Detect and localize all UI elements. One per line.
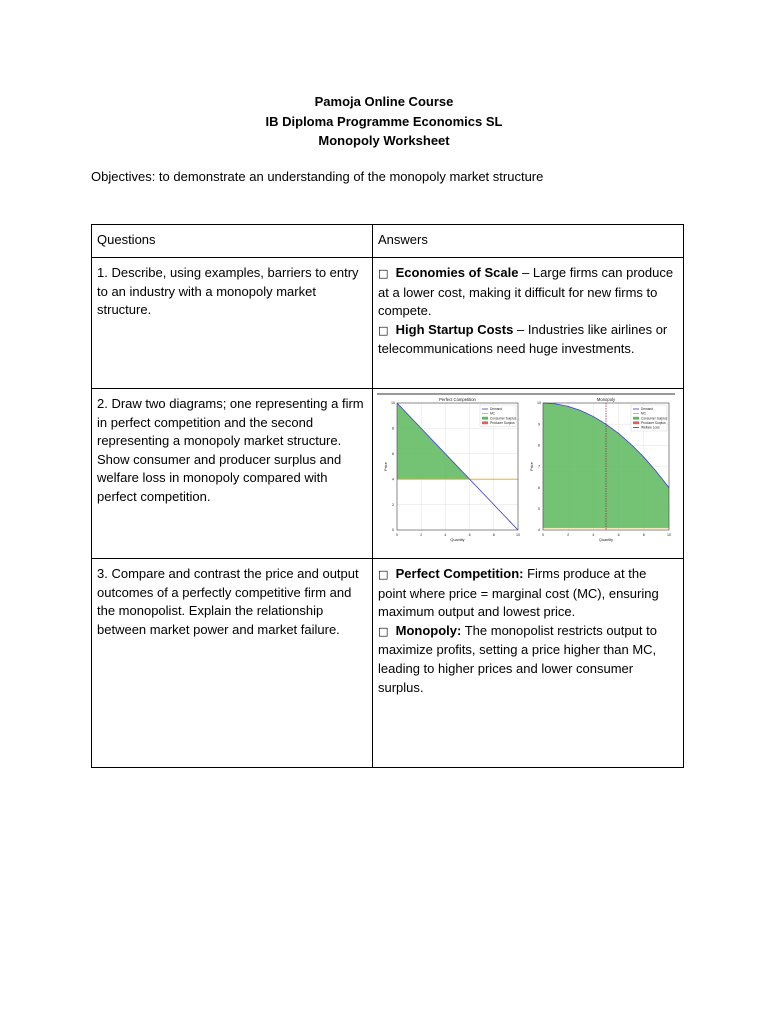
pc-legend-swatch [482,417,488,420]
answer-1-bullet-1-title: Economies of Scale [395,265,519,280]
questions-header: Questions [92,225,373,258]
checkbox-bullet-icon: □ [378,267,389,280]
table-header-row [92,225,684,258]
question-1: 1. Describe, using examples, barriers to entry to an industry with a monopoly market structure. [92,258,373,389]
mono-x-axis-label: Quantity [598,538,614,542]
mono-legend-entry: Demand [641,407,654,412]
answer-3-bullet-2-text: The monopolist restricts output to maximize profits, setting a price higher than MC, leading to higher prices and lower consumer surplus. [378,622,657,695]
mono-legend-entry: Consumer Surplus [641,416,668,421]
table-row [92,389,684,559]
pc-y-tick-label: 6 [392,452,394,456]
pc-x-tick-label: 2 [420,533,423,537]
table-row [92,258,684,389]
mono-x-tick-label: 4 [592,533,595,537]
checkbox-bullet-icon: □ [378,624,389,638]
mono-y-tick-label: 5 [538,507,540,512]
pc-x-tick-label: 8 [492,533,495,537]
pc-y-tick-label: 4 [392,477,394,482]
mono-x-tick-label: 10 [667,533,671,537]
mono-legend-entry: MC [641,411,646,416]
mono-legend-swatch [633,421,639,424]
pc-legend-entry: Producer Surplus [490,420,515,425]
table-row [92,559,684,768]
answer-3 [373,559,684,768]
objectives-text: Objectives: to demonstrate an understanding of the monopoly market structure [91,169,544,184]
document-title-block [0,92,768,151]
answer-1-bullet-2-title: High Startup Costs [395,321,514,337]
programme-name: IB Diploma Programme Economics SL [265,113,503,129]
pc-x-tick-label: 0 [396,533,398,537]
answer-3-bullet-1-text: Firms produce at the point where price = marginal cost (MC), ensuring maximum output and lowest price. [378,566,659,620]
checkbox-bullet-icon: □ [378,568,389,581]
pc-x-axis-label: Quantity [450,538,465,542]
pc-legend-entry: Demand [490,407,503,412]
answer-3-bullet-1-title: Perfect Competition: [395,566,524,581]
mono-legend-swatch [633,417,639,420]
answer-2-diagrams [373,389,684,559]
pc-x-tick-label: 6 [468,533,471,537]
pc-y-tick-label: 2 [392,502,394,507]
mono-y-tick-label: 6 [538,485,540,490]
pc-chart-title: Perfect Competition [439,397,476,402]
answer-1-bullet-2-text: – Industries like airlines or telecommunications need huge investments. [378,321,668,357]
pc-y-tick-label: 10 [391,401,395,406]
pc-x-tick-label: 10 [516,533,520,537]
mono-x-tick-label: 8 [642,533,645,537]
pc-y-tick-label: 0 [392,528,394,533]
answer-1-bullet-1-text: – Large firms can produce at a lower cost, making it difficult for new firms to compete. [378,265,674,319]
pc-legend-entry: Consumer Surplus [490,416,517,421]
pc-legend-swatch [482,421,488,424]
mono-x-tick-label: 2 [567,533,570,537]
mono-y-tick-label: 8 [538,443,540,448]
mono-y-tick-label: 7 [538,464,540,469]
pc-x-tick-label: 4 [444,533,447,537]
pc-y-axis-label: Price [384,462,388,471]
mono-chart-title: Monopoly [596,397,616,402]
mono-y-tick-label: 4 [538,528,540,533]
checkbox-bullet-icon: □ [378,323,389,337]
question-3: 3. Compare and contrast the price and output outcomes of a perfectly competitive firm and the monopolist. Explain the relationship between market power and market failure. [92,559,373,768]
answers-header: Answers [373,225,684,258]
mono-x-tick-label: 0 [542,533,544,537]
mono-y-tick-label: 9 [538,422,540,427]
pc-y-tick-label: 8 [392,426,394,431]
worksheet-title: Monopoly Worksheet [318,133,450,148]
course-name: Pamoja Online Course [314,94,454,109]
question-2: 2. Draw two diagrams; one representing a firm in perfect competition and the second representing a monopoly market structure. Show consumer and producer surplus and welfare loss in monopoly compared with perfect competition. [92,389,373,559]
worksheet-table [91,224,684,768]
mono-legend-entry: Welfare Loss [641,425,660,430]
mono-x-tick-label: 6 [617,533,620,537]
answer-3-bullet-2-title: Monopoly: [395,622,462,638]
mono-legend-entry: Producer Surplus [641,420,666,425]
mono-y-tick-label: 10 [537,401,541,406]
diagrams-figure [377,393,675,550]
mono-y-axis-label: Price [530,462,534,471]
answer-1 [373,258,684,389]
pc-legend-entry: MC [490,411,495,416]
